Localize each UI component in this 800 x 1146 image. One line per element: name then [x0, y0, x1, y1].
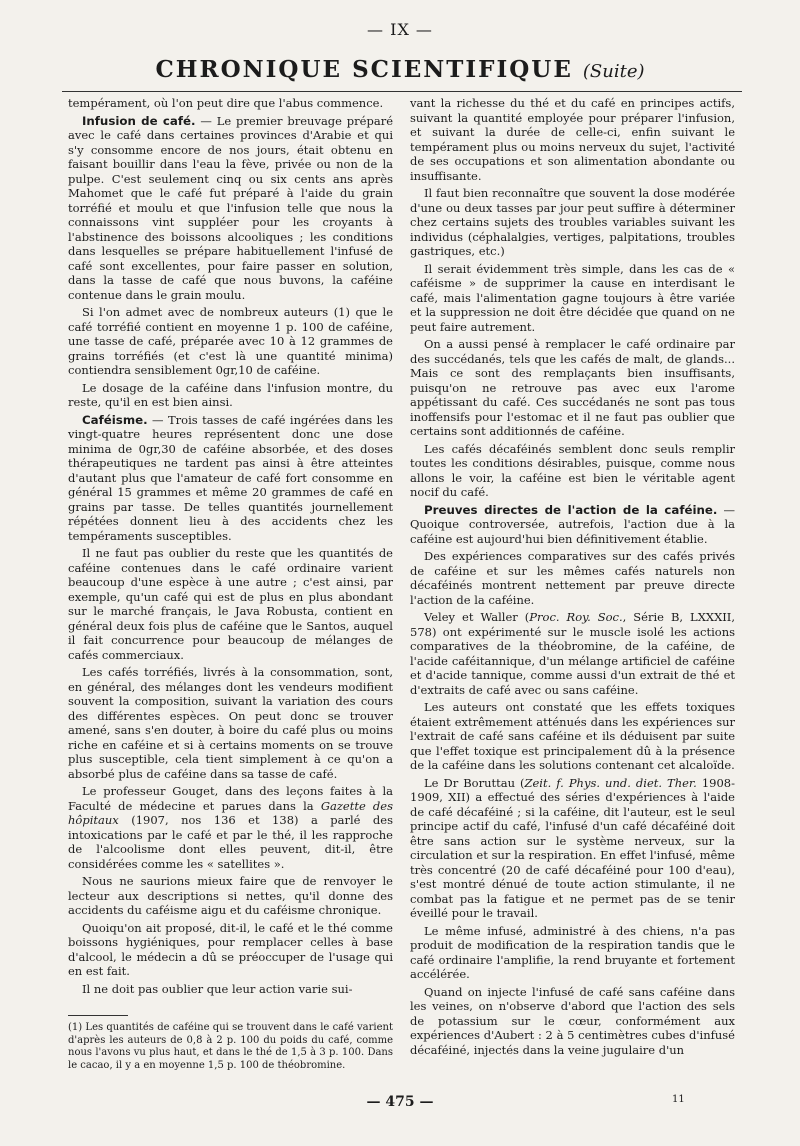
section-heading: Caféisme. [82, 412, 148, 427]
page-number: — 475 — [366, 1094, 434, 1110]
page-title [0, 56, 800, 83]
paragraph [410, 503, 735, 547]
paragraph: Le dosage de la caféine dans l'infusion montre, du reste, qu'il en est bien ainsi. [68, 380, 393, 409]
paragraph-text: Le professeur Gouget, dans des leçons faites à la Faculté de médecine et parues dans la [68, 784, 393, 813]
paragraph: Le même infusé, administré à des chiens, n'a pas produit de modification de la respiration tandis que le café ordinaire l'amplifie, la rend bruyante et fortement accélérée. [410, 923, 735, 981]
paragraph: vant la richesse du thé et du café en principes actifs, suivant la quantité employée pour préparer l'infusion, et suivant la durée de celle-ci, enfin suivant le tempérament plus ou moins nerveux du sujet, l'activité de ses occupations et son alimentation abondante ou insuffisante. [410, 96, 735, 183]
paragraph-text: — Trois tasses de café ingérées dans les vingt-quatre heures représentent donc une dose minima de 0gr,30 de caféine absorbée, et des doses thérapeutiques ne tardent pas ainsi à être atteintes d'autant plus que l'amateur de café fort consomme en général 15 grammes et même 20 grammes de café en grains par tasse. De telles quantités journellement répétées donnent lieu à des accidents chez les tempéraments susceptibles. [68, 412, 393, 543]
paragraph-text: — Le premier breuvage préparé avec le café dans certaines provinces d'Arabie et qui s'y consomme encore de nos jours, était obtenu en faisant bouillir dans l'eau la fève, privée ou non de la pulpe. C'est seulement cinq ou six cents ans après Mahomet que le café fut préparé à l'aide du grain torréfié et moulu et que l'infusion telle que nous la connaissons vint suppléer pour les croyants à l'abstinence des boissons alcooliques ; les conditions dans lesquelles se prépare habituellement l'infusé de café sont excellentes, pour faire passer en solution, dans la tasse de café que nous buvons, la caféine contenue dans le grain moulu. [68, 113, 393, 302]
section-heading: Preuves directes de l'action de la caféine. [424, 502, 718, 517]
paragraph-text: (1907, nos 136 et 138) a parlé des intoxications par le café et par le thé, il les rapproche de l'alcoolisme dont elles peuvent, dit-il, être considérées comme les « satellites ». [68, 813, 393, 871]
right-column [410, 96, 735, 1060]
paragraph: Les cafés torréfiés, livrés à la consommation, sont, en général, des mélanges dont les vendeurs modifient souvent la composition, suivant la variation des cours des différentes espèces. On peut donc se trouver amené, sans s'en douter, à boire du café plus ou moins riche en caféine et si à certains moments on se trouve plus susceptible, cela tient simplement à ce qu'on a absorbé plus de caféine dans sa tasse de café. [68, 665, 393, 781]
paragraph-text: — Quoique controversée, autrefois, l'action due à la caféine est aujourd'hui bien définitivement établie. [410, 502, 735, 546]
paragraph: Si l'on admet avec de nombreux auteurs (1) que le café torréfié contient en moyenne 1 p. 100 de caféine, une tasse de café, préparée avec 10 à 12 grammes de grains torréfiés (et c'est là une quantité minima) contiendra sensiblement 0gr,10 de caféine. [68, 305, 393, 377]
paragraph: On a aussi pensé à remplacer le café ordinaire par des succédanés, tels que les cafés de malt, de glands... Mais ce sont des remplaçants bien insuffisants, puisqu'on ne retrouve pas avec eux l'arome appétissant du café. Ces succédanés ne sont pas tous inoffensifs pour l'estomac et il ne faut pas oublier que certains sont additionnés de caféine. [410, 337, 735, 438]
paragraph-text: Le Dr Boruttau ( [424, 775, 525, 790]
footnote-rule [68, 1015, 128, 1016]
paragraph [68, 784, 393, 871]
citation-title: Gazette des hôpitaux [68, 798, 393, 827]
paragraph: Il serait évidemment très simple, dans les cas de « caféisme » de supprimer la cause en interdisant le café, mais l'alimentation gagne toujours à être variée et la suppression ne doit être décidée que quand on ne peut faire autrement. [410, 261, 735, 334]
paragraph: Quand on injecte l'infusé de café sans caféine dans les veines, on n'observe d'abord que l'action des sels de potassium sur le cœur, conformément aux expériences d'Aubert : 2 à 5 centimètres cubes d'infusé décaféiné, injectés dans la veine jugulaire d'un [410, 984, 735, 1057]
footnote: (1) Les quantités de caféine qui se trouvent dans le café varient d'après les auteurs de 0,8 à 2 p. 100 du poids du café, comme nous l'avons vu plus haut, et dans le thé de 1,5 à 3 p. 100. Dans le cacao, il y a en moyenne 1,5 p. 100 de théobromine. [68, 1022, 393, 1071]
paragraph: Il ne faut pas oublier du reste que les quantités de caféine contenues dans le café ordinaire varient beaucoup d'une espèce à une autre ; c'est ainsi, par exemple, qu'un café qui est de plus en plus abondant sur le marché français, le Java Robusta, contient en général deux fois plus de caféine que le Santos, auquel il fait concurrence pour beaucoup de mélanges de cafés commerciaux. [68, 546, 393, 662]
paragraph: Des expériences comparatives sur des cafés privés de caféine et sur les mêmes cafés naturels non décaféinés montrent nettement par preuve directe l'action de la caféine. [410, 549, 735, 607]
paragraph [410, 610, 735, 697]
title-suffix: (Suite) [582, 61, 645, 82]
signature-mark: 11 [672, 1094, 685, 1105]
page-number-roman: — IX — [367, 20, 433, 39]
paragraph: Les cafés décaféinés semblent donc seuls remplir toutes les conditions désirables, puisque, comme nous allons le voir, la caféine est bien le véritable agent nocif du café. [410, 441, 735, 499]
paragraph: tempérament, où l'on peut dire que l'abus commence. [68, 96, 384, 110]
section-heading: Infusion de café. [82, 113, 196, 128]
paragraph [68, 114, 393, 303]
title-text: CHRONIQUE SCIENTIFIQUE [155, 56, 573, 83]
paragraph [410, 776, 735, 921]
header-rule [62, 91, 742, 92]
citation-title: Zeit. f. Phys. und. diet. Ther. [524, 775, 697, 790]
paragraph [68, 413, 393, 544]
paragraph-text: , Série B, LXXXII, 578) ont expérimenté sur le muscle isolé les actions comparatives de la théobromine, de la caféine, de l'acide caféitannique, d'un mélange artificiel de caféine et d'acide tannique, comme aussi d'un extrait de thé et d'extraits de café avec ou sans caféine. [410, 610, 735, 697]
paragraph: Il ne doit pas oublier que leur action varie sui- [82, 981, 353, 996]
left-column [68, 96, 393, 999]
paragraph-text: 1908-1909, XII) a effectué des séries d'expériences à l'aide de café décaféiné ; si la caféine, dit l'auteur, est le seul principe actif du café, l'infusé d'un café décaféiné doit être sans action sur le système nerveux, sur la circulation et sur la respiration. En effet l'infusé, même très concentré (20 de café décaféiné pour 100 d'eau), s'est montré dénué de toute action stimulante, il ne combat pas la fatigue et ne permet pas de se tenir éveillé pour le travail. [410, 775, 736, 920]
paragraph: Nous ne saurions mieux faire que de renvoyer le lecteur aux descriptions si nettes, qu'il donne des accidents du caféisme aigu et du caféisme chronique. [68, 874, 393, 917]
paragraph-text: Veley et Waller ( [424, 610, 530, 624]
paragraph: Les auteurs ont constaté que les effets toxiques étaient extrêmement atténués dans les expériences sur l'extrait de café sans caféine et ils déduisent par suite que l'effet toxique est principalement dû à la présence de la caféine dans les solutions contenant cet alcaloïde. [410, 700, 735, 772]
citation-title: Proc. Roy. Soc. [529, 610, 623, 624]
paragraph: Il faut bien reconnaître que souvent la dose modérée d'une ou deux tasses par jour peut suffire à déterminer chez certains sujets des troubles variables suivant les individus (céphalalgies, vertiges, palpitations, troubles gastriques, etc.) [410, 186, 735, 258]
paragraph: Quoiqu'on ait proposé, dit-il, le café et le thé comme boissons hygiéniques, pour remplacer celles à base d'alcool, le médecin a dû se préoccuper de l'usage qui en est fait. [68, 920, 393, 978]
